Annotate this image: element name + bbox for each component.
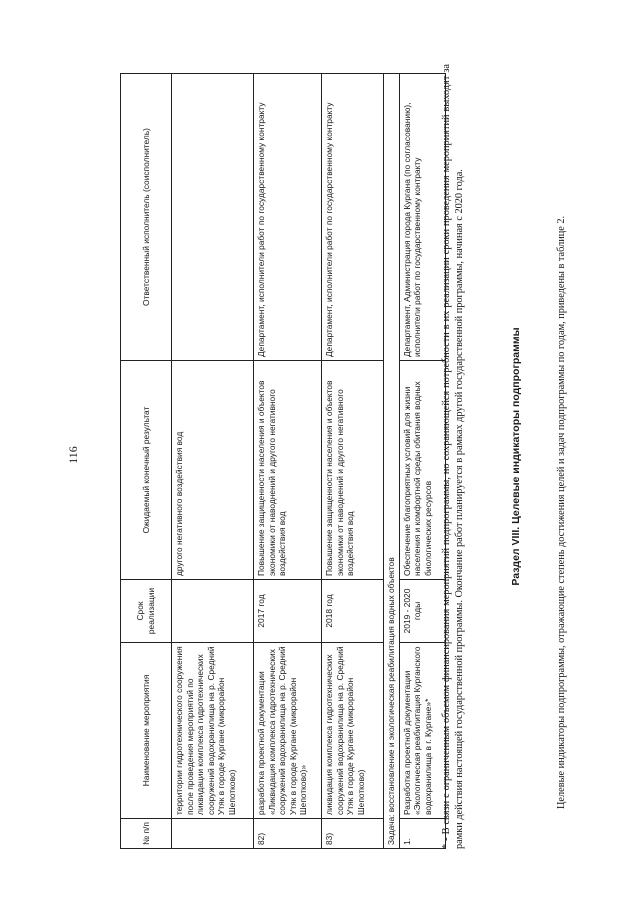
table-row — [172, 74, 254, 849]
header-term: Срок реализации — [121, 580, 172, 643]
cell-num: 82) — [254, 819, 322, 849]
cell-name: разработка проектной документации «Ликвидация комплекса гидротехнических сооружений водохранилища на р. Средний Утяк в городе Кургане (микрорайон Шепотково)» — [254, 643, 322, 819]
table-row — [399, 74, 445, 849]
cell-result: другого негативного воздействия вод — [172, 361, 254, 580]
task-row — [384, 74, 400, 849]
cell-term — [172, 580, 254, 643]
cell-result: Обеспечение благоприятных условий для жизни населения и комфортной среды обитания водных биологических ресурсов — [399, 361, 445, 580]
header-result: Ожидаемый конечный результат — [121, 361, 172, 580]
cell-executor: Департамент, исполнители работ по государственному контракту — [254, 74, 322, 361]
cell-executor: Департамент, исполнители работ по государственному контракту — [322, 74, 384, 361]
cell-term: 2019 - 2020 годы — [399, 580, 445, 643]
table-row — [254, 74, 322, 849]
activities-table — [120, 73, 446, 849]
task-label: Задача: восстановление и экологическая реабилитация водных объектов — [384, 74, 400, 849]
cell-result: Повышение защищенности населения и объектов экономики от наводнений и другого негативного воздействия вод — [254, 361, 322, 580]
cell-result: Повышение защищенности населения и объектов экономики от наводнений и другого негативного воздействия вод — [322, 361, 384, 580]
cell-num: 83) — [322, 819, 384, 849]
cell-name: ликвидация комплекса гидротехнических сооружений водохранилища на р. Средний Утяк в городе Кургане (микрорайон Шепотково) — [322, 643, 384, 819]
cell-num — [172, 819, 254, 849]
intro-paragraph: Целевые индикаторы подпрограммы, отражающие степень достижения целей и задач подпрограммы по годам, приведены в таблице 2. — [556, 215, 567, 809]
cell-executor: Департамент, Администрация города Кургана (по согласованию), исполнители работ по государственному контракту — [399, 74, 445, 361]
table-header-row — [121, 74, 172, 849]
cell-term: 2018 год — [322, 580, 384, 643]
cell-term: 2017 год — [254, 580, 322, 643]
cell-num: 1. — [399, 819, 445, 849]
header-num: № п/п — [121, 819, 172, 849]
cell-name: территории гидротехнического сооружения после проведения мероприятий по ликвидации комплекса гидротехнических сооружений водохранилища на р. Средний Утяк в городе Кургане (микрорайон Шепотково) — [172, 643, 254, 819]
cell-executor — [172, 74, 254, 361]
section-title: Раздел VIII. Целевые индикаторы подпрограммы — [510, 327, 522, 586]
table-row — [322, 74, 384, 849]
footnote: * - В связи с ограниченным объемом финансирования мероприятий подпрограммы, но сохраняющейся потребности в их реализации сроки проведения мероприятий выходят за рамки действия настоящей государственной программы. Окончание работ планируется в рамках другой государственной программы, начиная с 2020 года. — [441, 64, 465, 849]
cell-name: Разработка проектной документации «Экологическая реабилитация Курганского водохранилища в г. Кургане»* — [399, 643, 445, 819]
header-name: Наименование мероприятия — [121, 643, 172, 819]
header-executor: Ответственный исполнитель (соисполнитель) — [121, 74, 172, 361]
page-number: 116 — [66, 446, 80, 464]
